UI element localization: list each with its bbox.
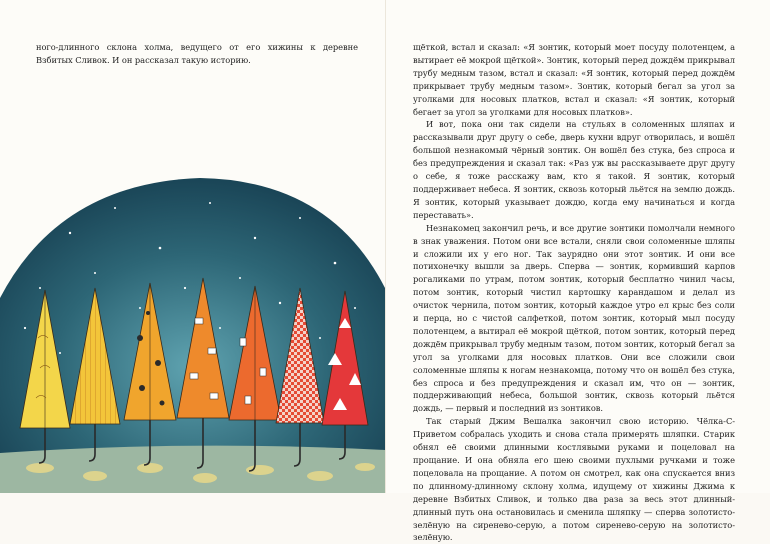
paragraph: Так старый Джим Вешалка закончил свою историю. Чёлка-С-Приветом собралась уходить и снова стала примерять шляпки. Старик обнял её своими длинными костлявыми руками и поцеловал на прощание. И она обняла его шею своими пухлыми ручками и тоже поцеловала на прощание. А потом он смотрел, как она спускается вниз по длинному-длинному склону холма, идущему от хижины Джима к деревне Взбитых Сливок, и только два раза за весь этот длинный-длинный путь она остановилась и сменила шляпку — сперва золотисто-зелёную на сиренево-серую, а потом сиренево-серую на золотисто-зелёную. bbox=[413, 416, 735, 543]
right-page bbox=[385, 0, 770, 543]
paragraph: И вот, пока они так сидели на стульях в соломенных шляпах и рассказывали друг другу о себе, дверь кухни вдруг отворилась, и вошёл большой незнакомый чёрный зонтик. Он вошёл без стука, без спроса и без предупреждения и сказал так: «Раз уж вы рассказываете друг другу о себе, я тоже расскажу вам, кто я такой. Я зонтик, который поддерживает небеса. Я зонтик, сквозь который льётся на землю дождь. Я зонтик, который указывает дождю, когда ему начинаться и когда переставать». bbox=[413, 119, 735, 220]
left-page bbox=[0, 0, 385, 493]
paragraph: щёткой, встал и сказал: «Я зонтик, который моет посуду полотенцем, а вытирает её мокрой щёткой». Зонтик, который перед дождём прикрывал трубу медным тазом, встал и сказал: «Я зонтик, который перед дождём прикрывает трубу медным тазом». Зонтик, который бегал за угол за уголками для носовых платков, встал и сказал: «Я зонтик, который бегает за угол за уголками для носовых платков». bbox=[413, 42, 735, 117]
ground bbox=[0, 446, 385, 493]
right-page-text bbox=[413, 41, 735, 544]
umbrellas-illustration bbox=[0, 178, 385, 493]
left-page-text bbox=[36, 41, 358, 67]
paragraph: Незнакомец закончил речь, и все другие зонтики помолчали немного в знак уважения. Потом они все встали, сняли свои соломенные шляпы и сложили их у его ног. Так заурядно они этот зонтик. И они все потихонечку вышли за дверь. Сперва — зонтик, кормивший карпов рогаликами по утрам, потом зонтик, который бесплатно чинил часы, потом зонтик, который чистил картошку карандашом и делал из очисток чернила, потом зонтик, который каждое утро ел крыс без соли и перца, но с чистой салфеткой, потом зонтик, который мыл посуду полотенцем, а вытирал её мокрой щёткой, потом зонтик, который перед дождём прикрывал трубу медным тазом, потом зонтик, который бегал за угол за уголками для носовых платков. Они все сложили свои соломенные шляпы к ногам незнакомца, потому что он вошёл без стука, без спроса и без предупреждения и сказал им, что он — зонтик, поддерживающий небеса, большой зонтик, сквозь который льётся дождь, — первый и последний из зонтиков. bbox=[413, 222, 735, 414]
paragraph: ного-длинного склона холма, ведущего от его хижины к деревне Взбитых Сливок. И он рассказал такую историю. bbox=[36, 42, 358, 65]
